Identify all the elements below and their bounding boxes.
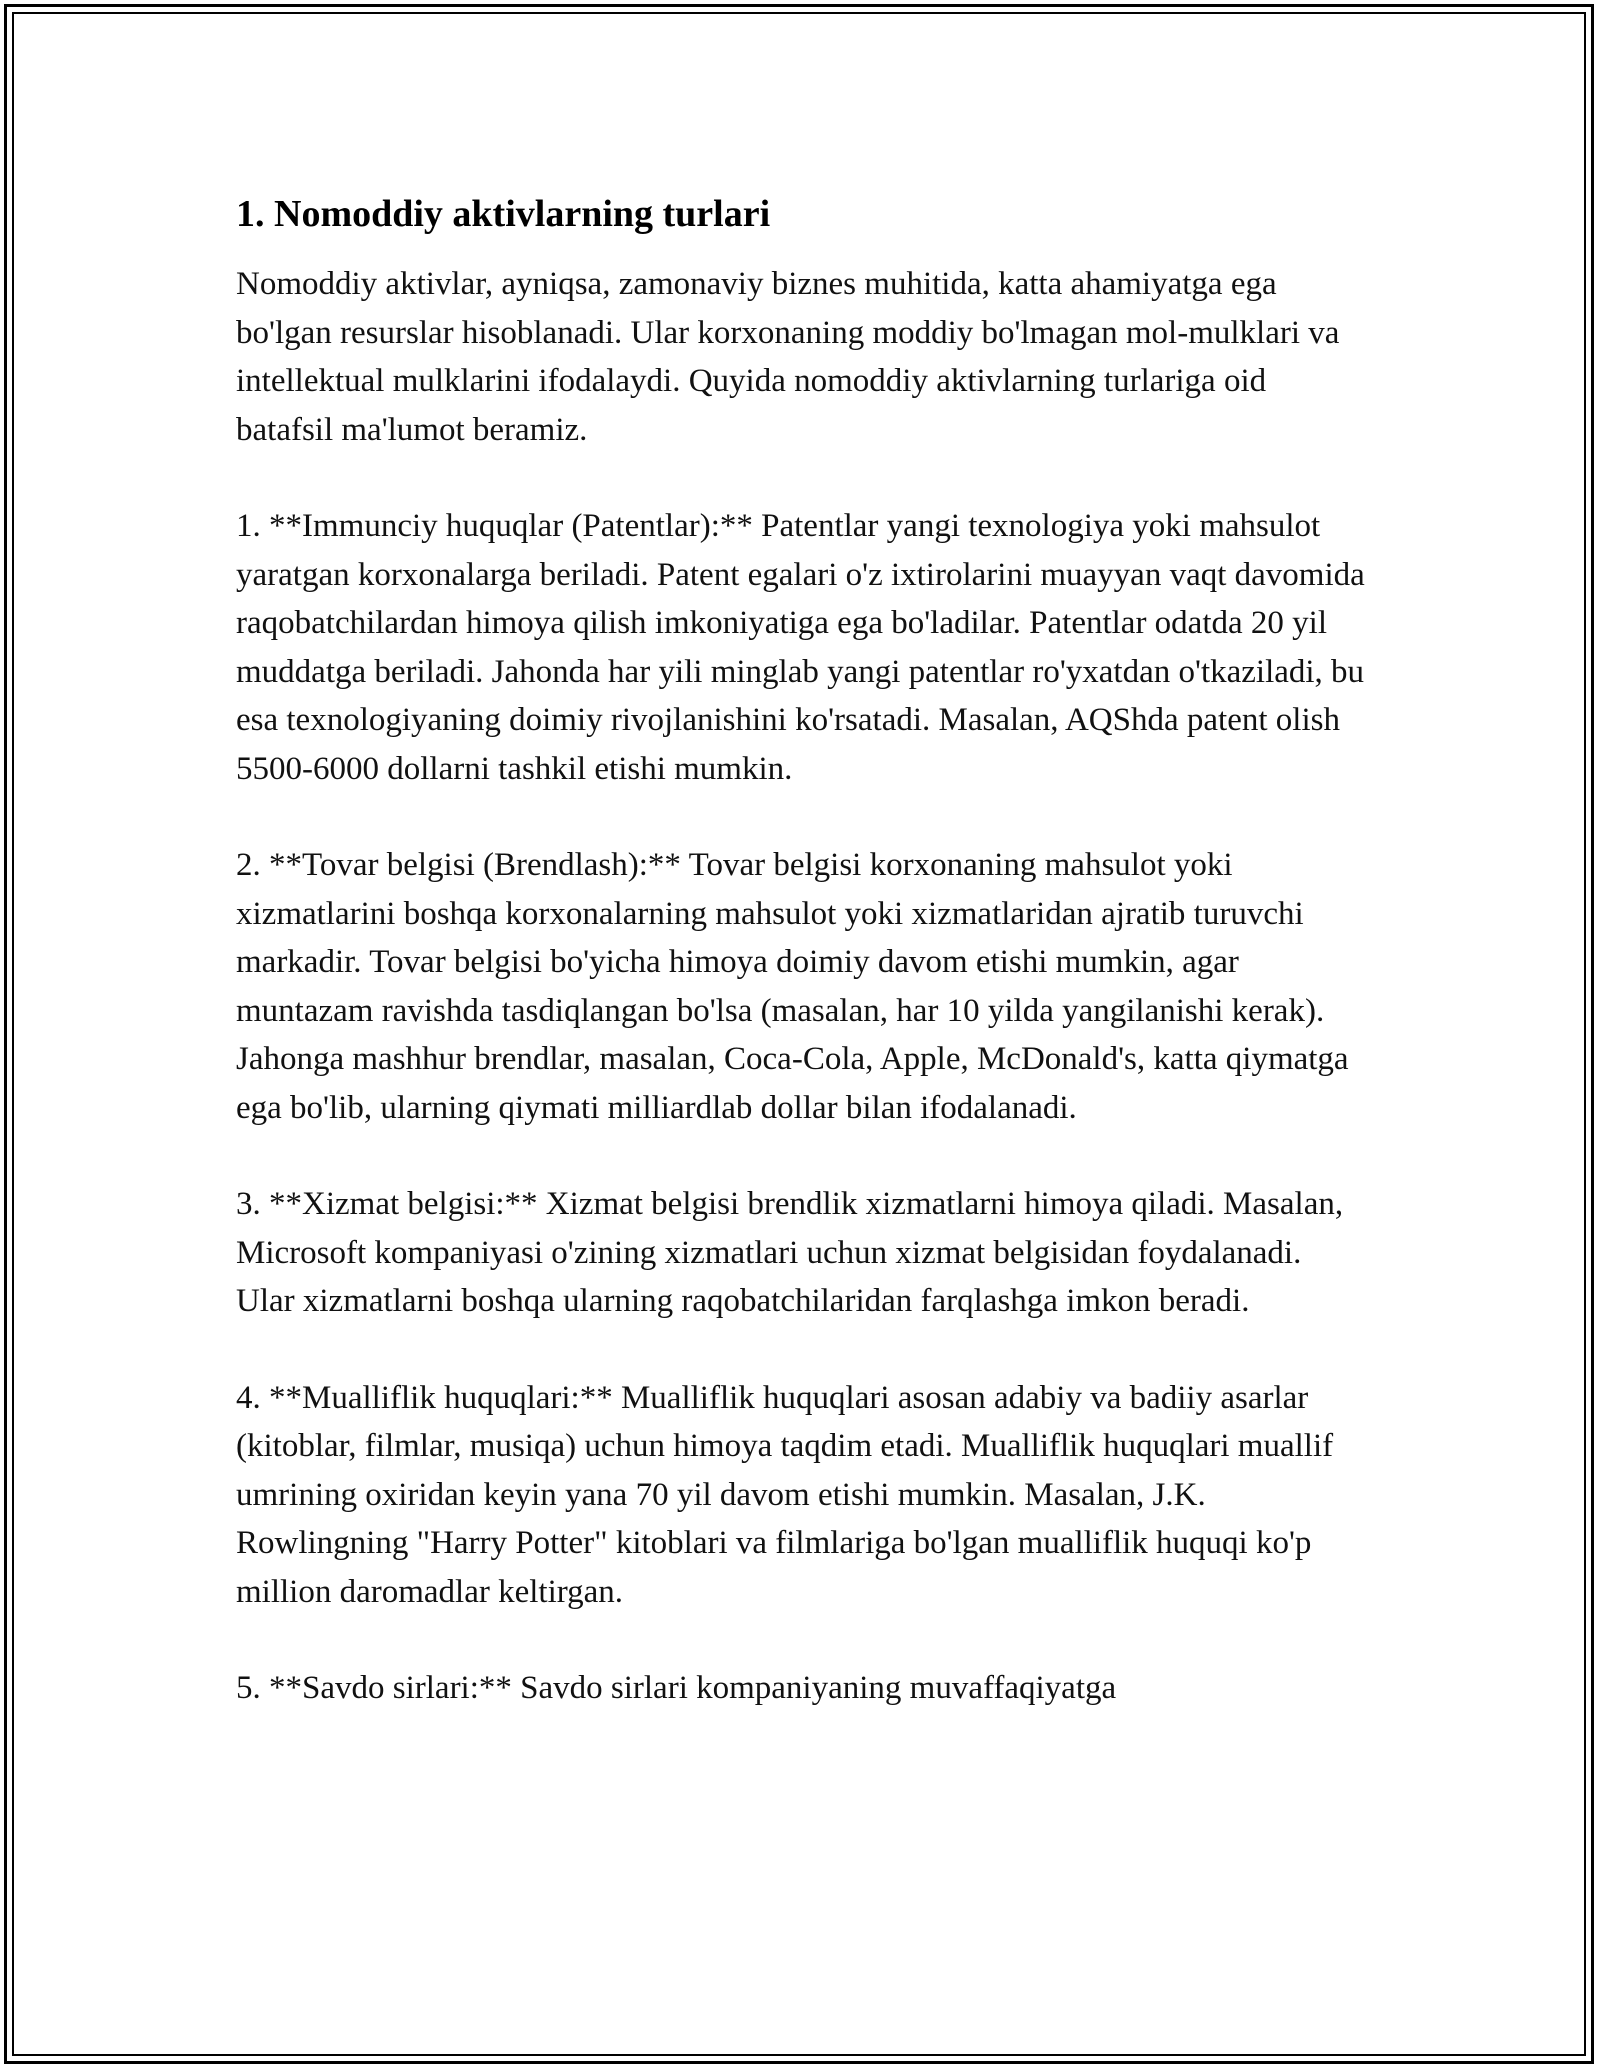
list-item-patents: 1. **Immunciy huquqlar (Patentlar):** Patentlar yangi texnologiya yoki mahsulot yaratgan korxonalarga beriladi. Patent egalari o'z ixtirolarini muayyan vaqt davomida raqobatchilardan himoya qilish imkoniyatiga ega bo'ladilar. Patentlar odatda 20 yil muddatga beriladi. Jahonda har yili minglab yangi patentlar ro'yxatdan o'tkaziladi, bu esa texnologiyaning doimiy rivojlanishini ko'rsatadi. Masalan, AQShda patent olish 5500-6000 dollarni tashkil etishi mumkin. — [236, 508, 1365, 787]
section-heading: 1. Nomoddiy aktivlarning turlari — [236, 193, 771, 235]
list-item-trade-secrets: 5. **Savdo sirlari:** Savdo sirlari kompaniyaning muvaffaqiyatga — [236, 1670, 1117, 1706]
list-item-service-mark: 3. **Xizmat belgisi:** Xizmat belgisi brendlik xizmatlarni himoya qiladi. Masalan, Microsoft kompaniyasi o'zining xizmatlari uchun xizmat belgisidan foydalanadi. Ular xizmatlarni boshqa ularning raqobatchilaridan farqlashga imkon beradi. — [236, 1186, 1344, 1319]
intro-paragraph: Nomoddiy aktivlar, ayniqsa, zamonaviy biznes muhitida, katta ahamiyatga ega bo'lgan resurslar hisoblanadi. Ular korxonaning moddiy bo'lmagan mol-mulklari va intellektual mulklarini ifodalaydi. Quyida nomoddiy aktivlarning turlariga oid batafsil ma'lumot beramiz. — [236, 266, 1340, 448]
document-body — [236, 186, 1366, 1761]
list-item-trademark: 2. **Tovar belgisi (Brendlash):** Tovar belgisi korxonaning mahsulot yoki xizmatlarini boshqa korxonalarning mahsulot yoki xizmatlaridan ajratib turuvchi markadir. Tovar belgisi bo'yicha himoya doimiy davom etishi mumkin, agar muntazam ravishda tasdiqlangan bo'lsa (masalan, har 10 yilda yangilanishi kerak). Jahonga mashhur brendlar, masalan, Coca-Cola, Apple, McDonald's, katta qiymatga ega bo'lib, ularning qiymati milliardlab dollar bilan ifodalanadi. — [236, 847, 1349, 1126]
list-item-copyright: 4. **Mualliflik huquqlari:** Mualliflik huquqlari asosan adabiy va badiiy asarlar (kitoblar, filmlar, musiqa) uchun himoya taqdim etadi. Mualliflik huquqlari muallif umrining oxiridan keyin yana 70 yil davom etishi mumkin. Masalan, J.K. Rowlingning "Harry Potter" kitoblari va filmlariga bo'lgan mualliflik huquqi ko'p million daromadlar keltirgan. — [236, 1379, 1334, 1610]
